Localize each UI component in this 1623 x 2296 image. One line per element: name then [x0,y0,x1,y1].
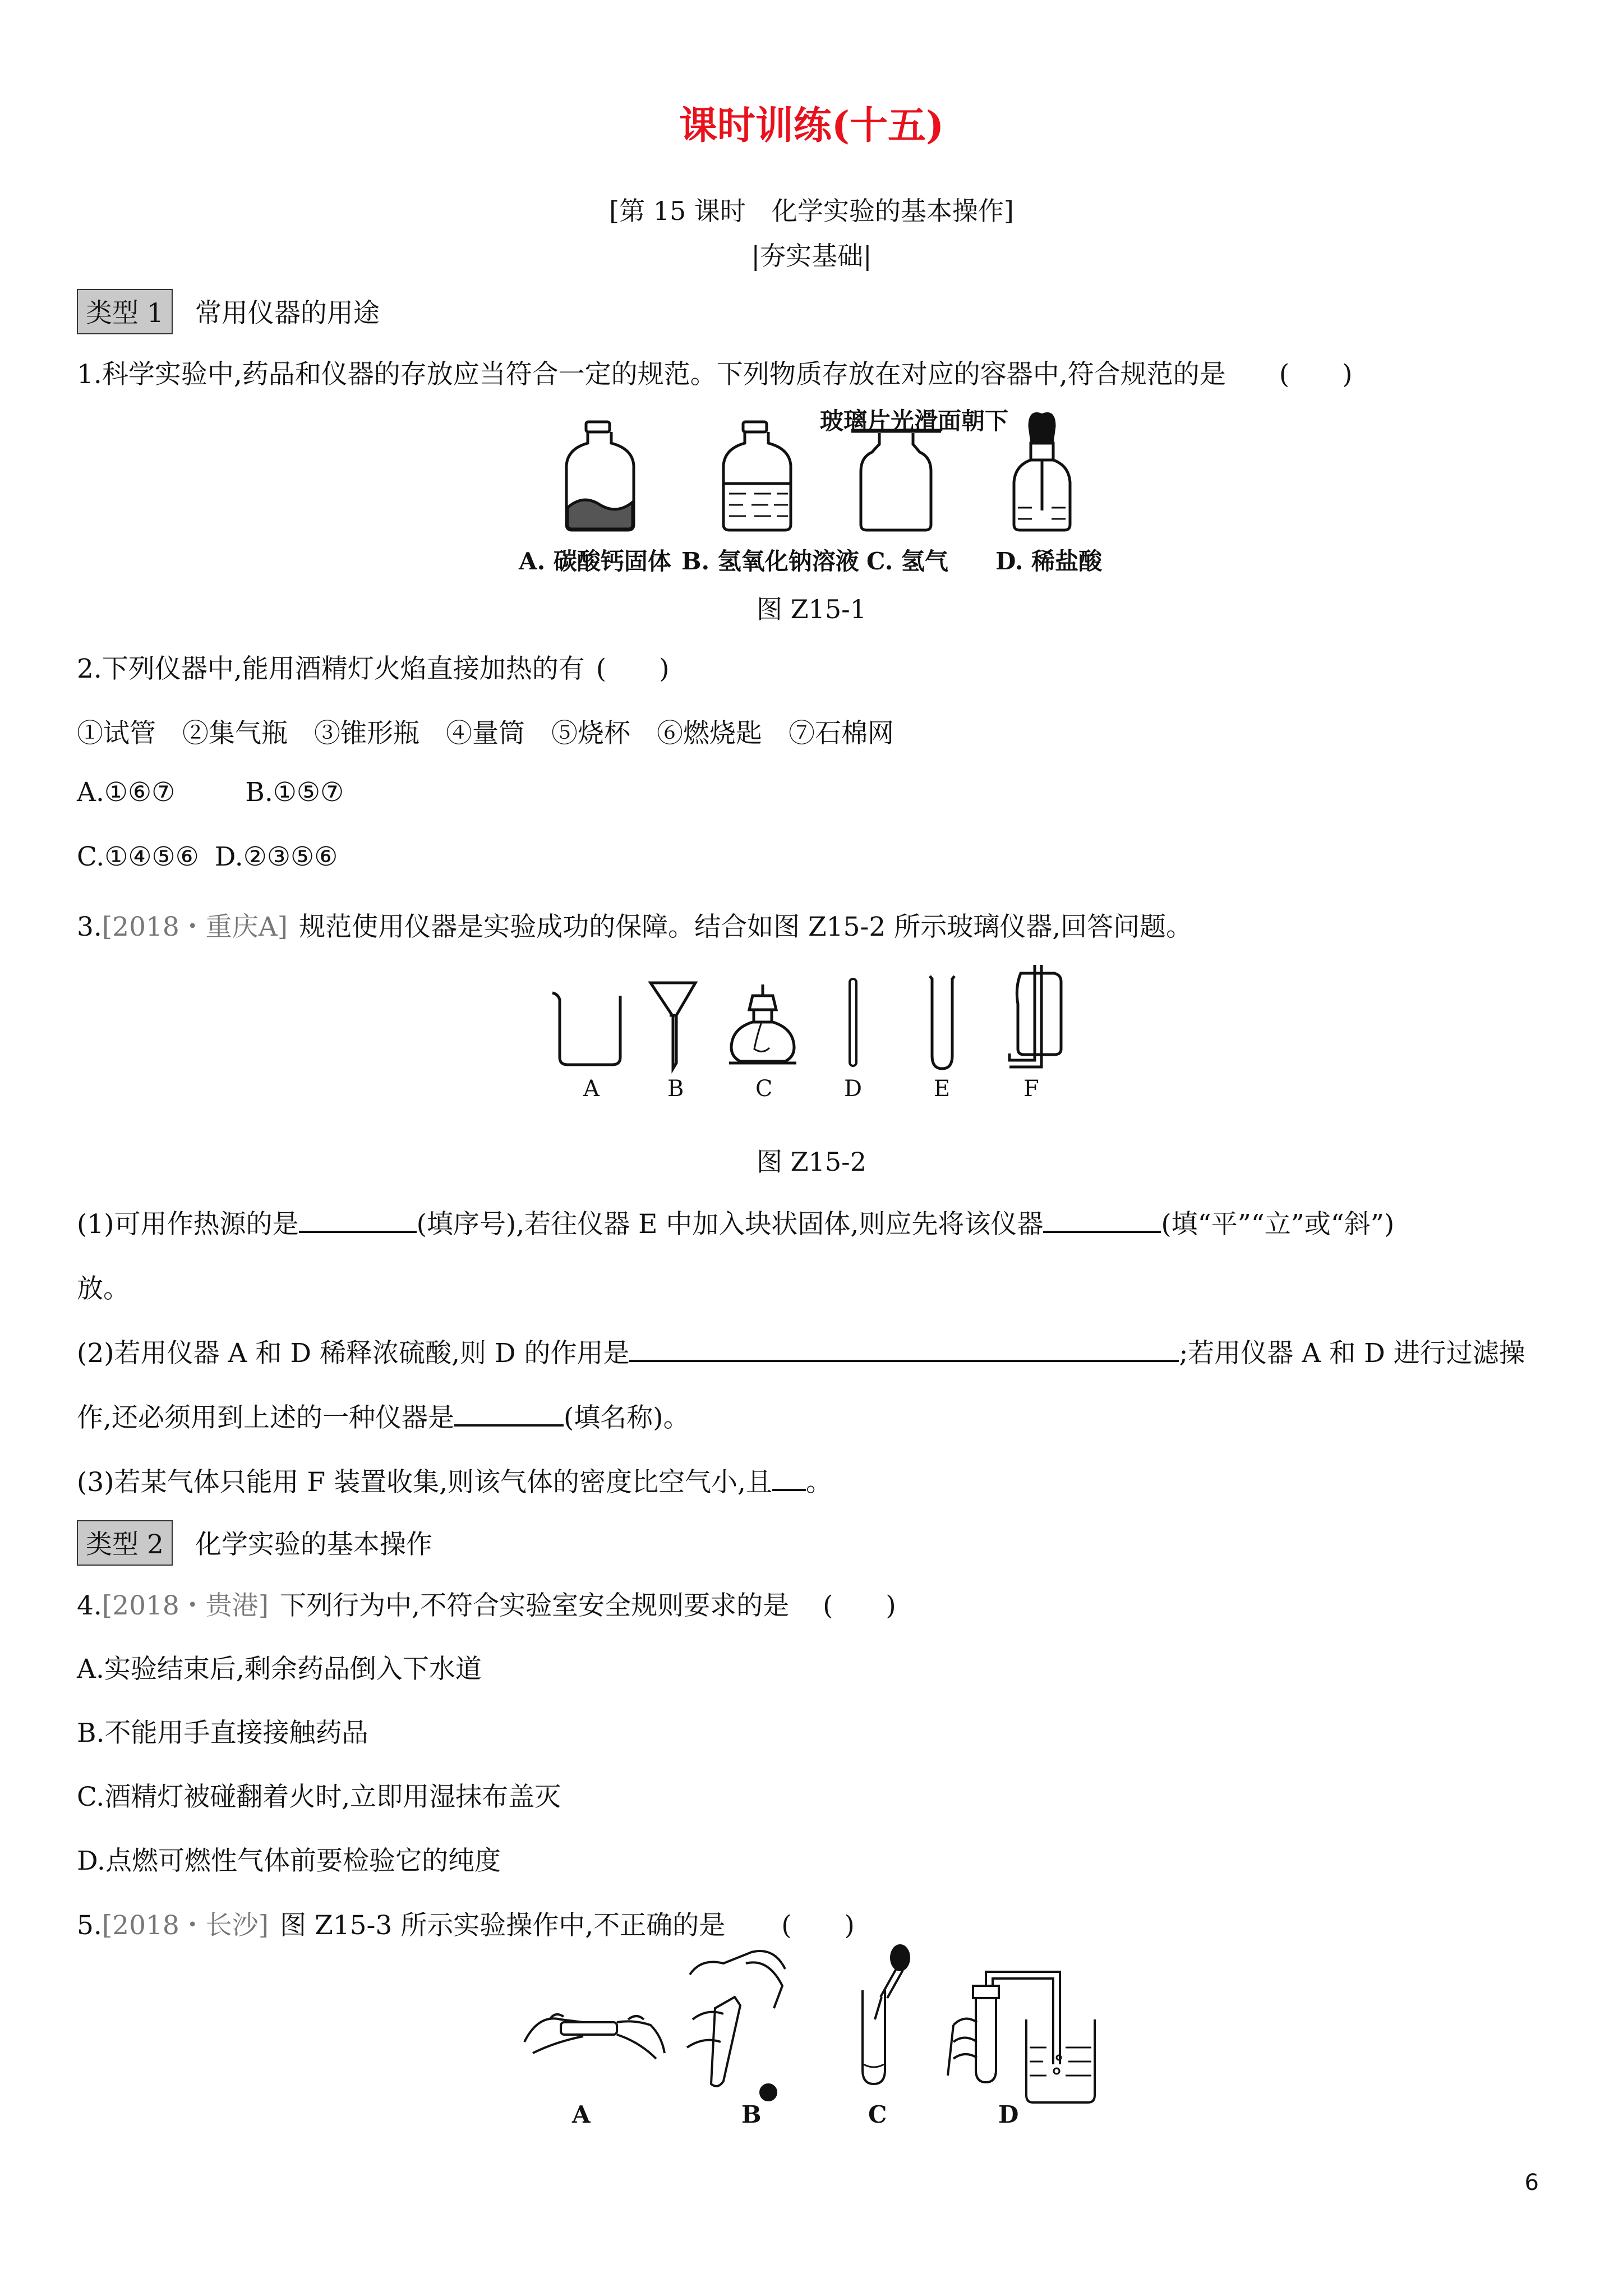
q3-label-f: F [1023,1076,1039,1102]
page-title: 课时训练(十五) [679,103,944,148]
q3-part1-a: (1)可用作热源的是 [77,1209,299,1240]
q2-option-c: C.①④⑤⑥ [77,841,199,872]
q3-part1-cont: 放。 [77,1273,130,1304]
q3-part2-a: (2)若用仪器 A 和 D 稀释浓硫酸,则 D 的作用是 [77,1338,630,1369]
q3-part3-b: 。 [805,1467,832,1498]
type1-tag: 类型 1 [77,289,173,334]
q3-part1-b: (填序号),若往仪器 E 中加入块状固体,则应先将该仪器 [416,1209,1044,1240]
pouring-b-icon [687,1951,785,2100]
q1-label-a: A. 碳酸钙固体 [519,547,671,575]
lesson-subtitle: [第 15 课时 化学实验的基本操作] [609,196,1014,226]
q4-stem-text: 下列行为中,不符合实验室安全规则要求的是 [280,1590,790,1621]
q2-option-a: A.①⑥⑦ [77,777,176,808]
q3-number: 3. [77,912,102,942]
q2-stem-text: 2.下列仪器中,能用酒精灯火焰直接加热的有 [77,654,585,684]
q3-part1-c: (填“平”“立”或“斜”) [1161,1209,1395,1240]
q3-stem-text: 规范使用仪器是实验成功的保障。结合如图 Z15-2 所示玻璃仪器,回答问题。 [299,912,1193,942]
q4-number: 4. [77,1590,102,1621]
q5-label-a: A [572,2101,591,2128]
q3-source: [2018・重庆A] [102,912,288,942]
q1-stem-text: 1.科学实验中,药品和仪器的存放应当符合一定的规范。下列物质存放在对应的容器中,符合规范的是 [77,359,1226,390]
section-heading: |夯实基础| [751,241,872,271]
q4-option-a: A.实验结束后,剩余药品倒入下水道 [77,1654,482,1685]
q5-source: [2018・长沙] [102,1910,269,1941]
airtightness-check-d-icon [948,1972,1095,2102]
q1-label-c: C. 氢气 [866,547,948,575]
dropper-test-tube-c-icon [863,1945,909,2084]
q2-option-d: D.②③⑤⑥ [214,841,338,872]
q1-label-d: D. 稀盐酸 [995,547,1103,575]
q3-label-d: D [844,1076,863,1102]
type2-tag: 类型 2 [77,1520,173,1566]
fig-z15-2-caption: 图 Z15-2 [757,1147,866,1177]
q1-label-b: B. 氢氧化钠溶液 [681,547,859,575]
q1-note: 玻璃片光滑面朝下 [820,407,1009,435]
q3-part3-a: (3)若某气体只能用 F 装置收集,则该气体的密度比空气小,且 [77,1467,772,1498]
fig-z15-1-caption: 图 Z15-1 [757,594,866,624]
hands-tube-a-icon [524,2014,665,2059]
q2-items: ①试管 ②集气瓶 ③锥形瓶 ④量筒 ⑤烧杯 ⑥燃烧匙 ⑦石棉网 [77,718,894,749]
q2-option-b: B.①⑤⑦ [245,777,344,808]
q1-answer-paren: ( ) [1279,359,1353,390]
type2-label: 化学实验的基本操作 [195,1529,432,1560]
q3-part2-c: 作,还必须用到上述的一种仪器是 [77,1402,454,1433]
q5-number: 5. [77,1910,102,1941]
q5-stem-text: 图 Z15-3 所示实验操作中,不正确的是 [280,1910,726,1941]
q3-part2-b: ;若用仪器 A 和 D 进行过滤操 [1179,1338,1525,1369]
q5-label-b: B [741,2101,762,2128]
q3-label-e: E [934,1076,951,1102]
q4-option-c: C.酒精灯被碰翻着火时,立即用湿抹布盖灭 [77,1782,561,1812]
q4-source: [2018・贵港] [102,1590,269,1621]
type1-label: 常用仪器的用途 [195,298,380,329]
q3-label-a: A [583,1076,600,1102]
q5-label-c: C [868,2101,887,2128]
q4-answer-paren: ( ) [823,1590,896,1621]
q3-part2-d: (填名称)。 [563,1402,690,1433]
q2-answer-paren: ( ) [596,654,670,684]
q5-answer-paren: ( ) [781,1910,855,1941]
q3-label-b: B [667,1076,684,1102]
q4-option-d: D.点燃可燃性气体前要检验它的纯度 [77,1846,501,1876]
q3-label-c: C [755,1076,773,1102]
q4-option-b: B.不能用手直接接触药品 [77,1718,368,1749]
page-number: 6 [1524,2170,1539,2196]
q5-label-d: D [998,2101,1019,2128]
